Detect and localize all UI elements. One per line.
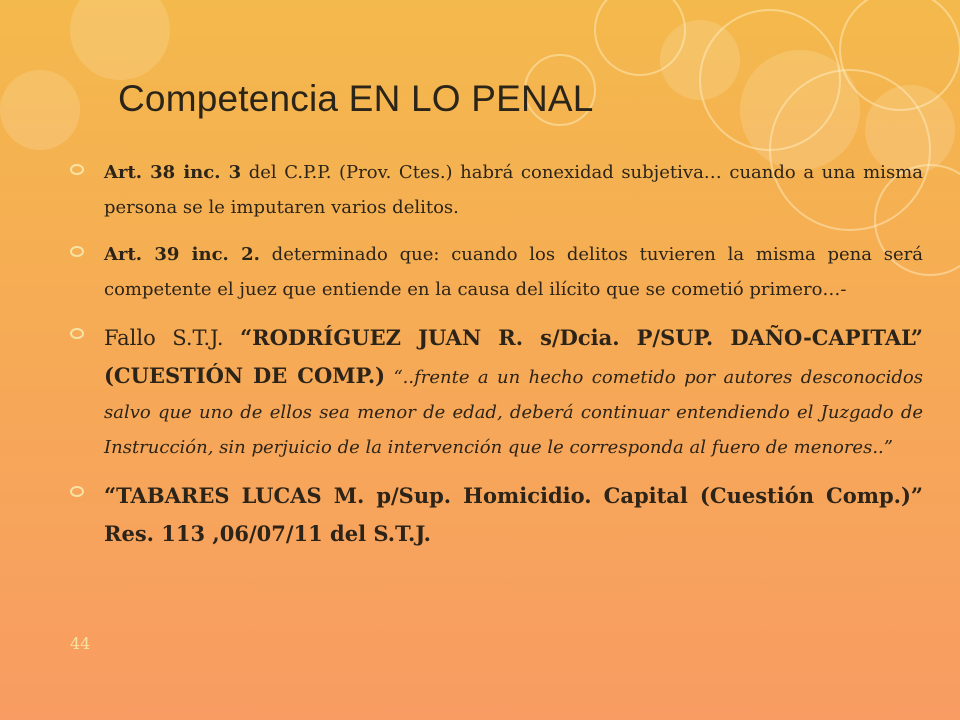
bullet-text: [104, 155, 923, 225]
bullet-body: determinado que: cuando los delitos tuvieren la misma pena será competente el juez que entiende en la causa del ilícito que se cometió primero…-: [104, 244, 923, 300]
bullet-body: del C.P.P. (Prov. Ctes.) habrá conexidad subjetiva… cuando a una misma persona se le imputaren varios delitos.: [104, 162, 923, 218]
bullet-lead: Fallo S.T.J.: [104, 326, 241, 350]
bullet-bold-case: “TABARES LUCAS M. p/Sup. Homicidio. Capital (Cuestión Comp.)” Res. 113 ,06/07/11 del S.T.J.: [104, 483, 923, 546]
bullet-text: [104, 477, 923, 553]
bullet-item: [68, 237, 923, 307]
bullet-circle-icon: [70, 328, 84, 339]
bokeh-circle: [70, 0, 170, 80]
bullet-italic-quote: “..frente a un hecho cometido por autores desconocidos salvo que uno de ellos sea menor de edad, deberá continuar entendiendo el Juzgado de Instrucción, sin perjuicio de la intervención que le corresponda al fuero de menores..”: [104, 367, 923, 458]
bullet-bold-lead: Art. 38 inc. 3: [104, 162, 242, 183]
bullet-text: [104, 237, 923, 307]
bullet-item: [68, 155, 923, 225]
bullet-item: [68, 477, 923, 553]
bullet-bold-case: “RODRÍGUEZ JUAN R. s/Dcia. P/SUP. DAÑO-CAPITAL” (CUESTIÓN DE COMP.): [104, 325, 923, 388]
bullet-bold-lead: Art. 39 inc. 2.: [104, 244, 260, 265]
bullet-text: [104, 319, 923, 465]
bullet-list: [68, 155, 923, 565]
bullet-circle-icon: [70, 246, 84, 257]
slide-title: Competencia EN LO PENAL: [118, 78, 594, 119]
bokeh-circle: [660, 20, 740, 100]
bokeh-circle: [0, 70, 80, 150]
bullet-circle-icon: [70, 486, 84, 497]
bullet-item: [68, 319, 923, 465]
bullet-circle-icon: [70, 164, 84, 175]
page-number: 44: [70, 634, 91, 653]
bokeh-circle: [740, 50, 860, 170]
